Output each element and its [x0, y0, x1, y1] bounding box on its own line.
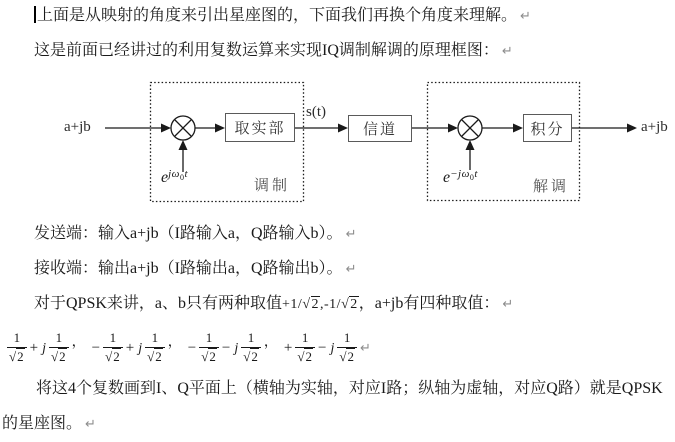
paragraph-diagram-lead	[2, 41, 513, 61]
paragraph-text: 的星座图。	[2, 415, 83, 432]
term-separator: ，	[263, 335, 278, 350]
input-signal-label: a+jb	[64, 119, 91, 135]
complex-value-term: $\frac{1}{√2}$ + j $\frac{1}{√2}$	[4, 331, 69, 365]
paragraph-text: ，a+jb有四种取值：	[358, 295, 500, 312]
channel-box: 信道	[348, 115, 412, 142]
paragraph-text: 上面是从映射的角度来引出星座图的，下面我们再换个角度来理解。	[37, 7, 518, 24]
mod-carrier-label: $e^{j\omega_0t}$	[161, 168, 188, 186]
demodulator-caption: 解调	[533, 179, 570, 195]
text-cursor	[34, 6, 36, 23]
paragraph-text: 发送端：输入a+jb（I路输入a，Q路输入b）。	[34, 225, 343, 242]
paragraph-text: 对于QPSK来讲，a、b只有两种取值	[34, 295, 283, 312]
pilcrow-mark: ↵	[501, 44, 513, 59]
paragraph-text: 接收端：输出a+jb（I路输出a，Q路输出b）。	[34, 260, 343, 277]
paragraph-qpsk-values	[2, 294, 513, 314]
iq-block-diagram	[0, 80, 675, 206]
term-separator: ，	[167, 335, 182, 350]
paragraph-receiver	[2, 259, 356, 279]
pilcrow-mark: ↵	[345, 262, 357, 277]
st-signal-label: s(t)	[306, 104, 326, 120]
paragraph-transmitter	[2, 224, 356, 244]
pilcrow-mark: ↵	[520, 9, 531, 24]
integrate-box: 积分	[523, 114, 572, 142]
output-signal-label: a+jb	[641, 119, 668, 135]
pilcrow-mark: ↵	[502, 297, 514, 312]
diagram-lines	[0, 80, 675, 206]
modulator-caption: 调制	[254, 178, 291, 194]
paragraph-intro	[2, 6, 531, 26]
take-real-part-box: 取实部	[225, 113, 295, 142]
pilcrow-mark: ↵	[345, 227, 357, 242]
complex-value-term: + $\frac{1}{√2}$ − j $\frac{1}{√2}$	[284, 331, 357, 365]
paragraph-conclusion-line1	[2, 379, 663, 398]
term-separator: ，	[71, 335, 86, 350]
complex-value-term: − $\frac{1}{√2}$ − j $\frac{1}{√2}$	[188, 331, 261, 365]
pilcrow-mark: ↵	[359, 340, 371, 356]
complex-value-term: − $\frac{1}{√2}$ + j $\frac{1}{√2}$	[92, 331, 165, 365]
paragraph-text: 将这4个复数画到I、Q平面上（横轴为实轴，对应I路；纵轴为虚轴，对应Q路）就是QPSK	[36, 380, 663, 397]
paragraph-text: 这是前面已经讲过的利用复数运算来实现IQ调制解调的原理框图：	[34, 42, 499, 59]
inline-math-values: +1/√2,-1/√2	[282, 297, 358, 312]
paragraph-conclusion-line2	[2, 414, 96, 434]
pilcrow-mark: ↵	[85, 417, 96, 432]
qpsk-complex-values-formula	[4, 328, 371, 368]
demod-carrier-label: $e^{-j\omega_0t}$	[443, 168, 478, 186]
